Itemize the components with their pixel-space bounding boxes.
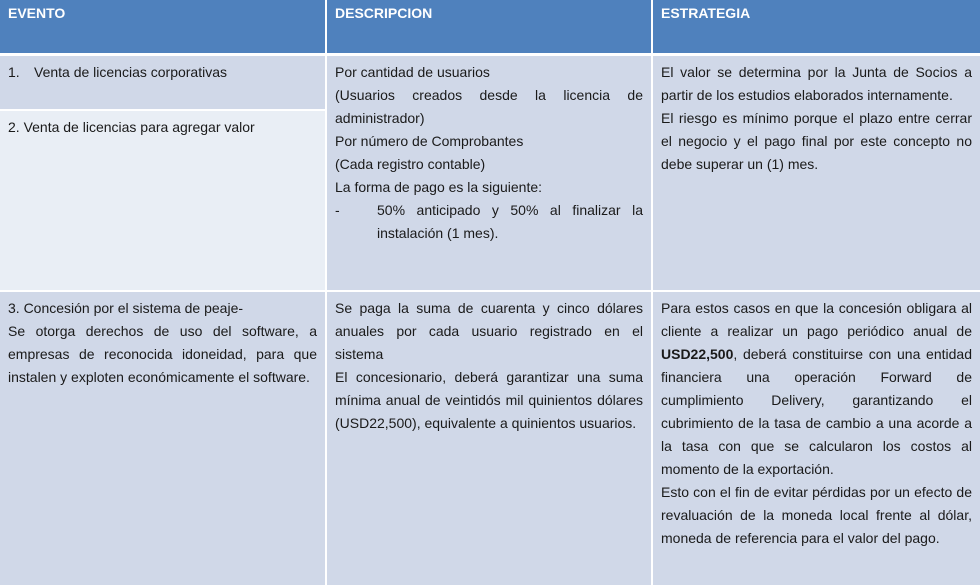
cell-evento-2: [0, 111, 325, 290]
estr-3-before: Para estos casos en que la concesión obligara al cliente a realizar un pago periódico anual de: [661, 300, 972, 339]
cell-descripcion-3: [327, 292, 651, 585]
cell-evento-3: [0, 292, 325, 585]
dash-bullet: -: [335, 202, 340, 218]
desc-3-p1: Se paga la suma de cuarenta y cinco dólares anuales por cada usuario registrado en el sistema: [335, 300, 643, 362]
cell-descripcion-1: [327, 56, 651, 290]
cell-estrategia-1: [653, 56, 980, 290]
desc-line-5: La forma de pago es la siguiente:: [335, 179, 543, 195]
cell-evento-1: [0, 56, 325, 109]
estrategia-1-p1: El valor se determina por la Junta de Socios a partir de los estudios elaborados internamente.: [661, 64, 972, 103]
header-descripcion: DESCRIPCION: [327, 0, 651, 53]
estr-3-after: , deberá constituirse con una entidad financiera una operación Forward de cumplimiento Delivery, garantizando el cubrimiento de la tasa de cambio a una acorde a la tasa con que se calcularon los costos al momento de la exportación.: [661, 346, 972, 477]
desc-line-1: Por cantidad de usuarios: [335, 64, 490, 80]
evento-1-line: [8, 61, 317, 84]
cell-estrategia-3: [653, 292, 980, 585]
evento-3-title: 3. Concesión por el sistema de peaje-: [8, 300, 244, 316]
evento-1-text: Venta de licencias corporativas: [34, 64, 227, 80]
estrategia-1-p2: El riesgo es mínimo porque el plazo entre cerrar el negocio y el pago final por este concepto no debe superar un (1) mes.: [661, 110, 972, 172]
desc-3-p2: El concesionario, deberá garantizar una suma mínima anual de veintidós mil quinientos dólares (USD22,500), equivalente a quinientos usuarios.: [335, 369, 643, 431]
header-evento: EVENTO: [0, 0, 325, 53]
desc-line-3: Por número de Comprobantes: [335, 133, 524, 149]
desc-line-4: (Cada registro contable): [335, 156, 486, 172]
desc-payment-item: [335, 199, 643, 245]
estrategia-3-p1: [661, 297, 972, 481]
estrategia-3-p2: Esto con el fin de evitar pérdidas por un efecto de revaluación de la moneda local frente al dólar, moneda de referencia para el valor del pago.: [661, 484, 972, 546]
evento-1-number: 1.: [8, 64, 20, 80]
desc-payment-text: 50% anticipado y 50% al finalizar la instalación (1 mes).: [377, 202, 643, 241]
estr-3-amount: USD22,500: [661, 346, 734, 362]
evento-2-text: 2. Venta de licencias para agregar valor: [8, 119, 255, 135]
desc-line-2: (Usuarios creados desde la licencia de administrador): [335, 87, 643, 126]
evento-3-text: Se otorga derechos de uso del software, a empresas de reconocida idoneidad, para que instalen y exploten económicamente el software.: [8, 323, 317, 385]
header-estrategia: ESTRATEGIA: [653, 0, 980, 53]
